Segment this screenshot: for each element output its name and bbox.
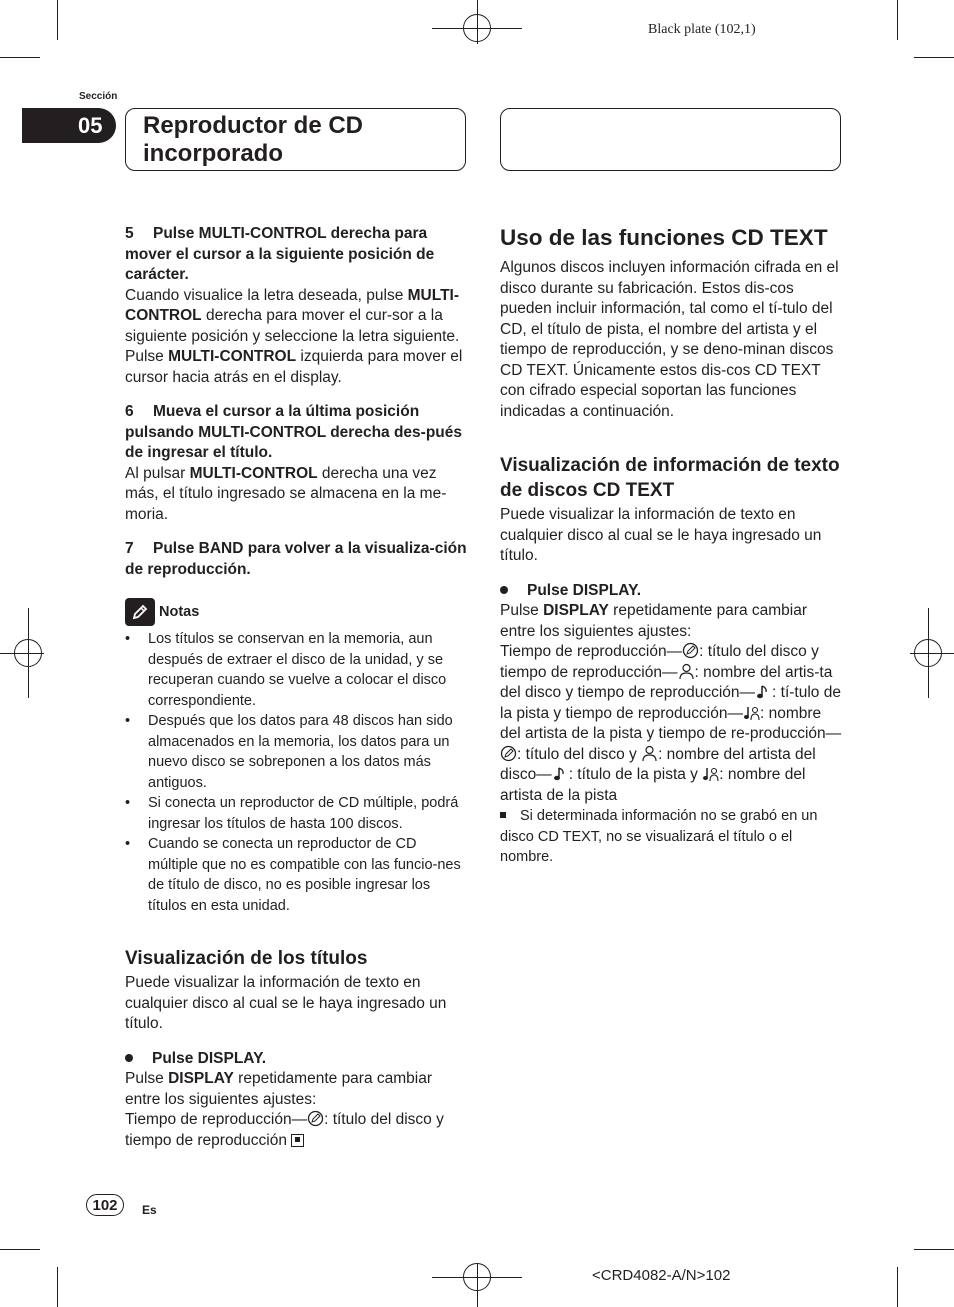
note-text: Los títulos se conservan en la memoria, aun después de extraer el disco de la unidad, y se recuperan cuando se vuelve a colocar el disco correspondiente. [148, 631, 447, 709]
text: repetidamente para cambiar entre los siguientes ajustes: [500, 602, 808, 640]
display-cycle [125, 1110, 468, 1151]
section-number-badge [22, 108, 116, 143]
bullet-dot [500, 586, 508, 594]
notes-title: Notas [159, 603, 200, 620]
note-text: Si determinada información no se grabó en un disco CD TEXT, no se visualizará el título o el nombre. [500, 808, 818, 865]
end-mark-icon [291, 1134, 304, 1147]
note-item: • Cuando se conecta un reproductor de CD múltiple que no es compatible con las funcio-nes de título de disco, no es posible ingresar los títulos en esta unidad. [125, 836, 461, 914]
text: : tí-tulo de la pista y tiempo de reproducción— [500, 684, 841, 722]
notes-list [125, 629, 468, 916]
text: Tiempo de reproducción— [125, 1111, 308, 1128]
cd-text-note [500, 806, 843, 868]
section-title: Reproductor de CD incorporado [143, 112, 364, 167]
bullet-text: Pulse DISPLAY. [527, 581, 642, 599]
note-text: Si conecta un reproductor de CD múltiple, podrá ingresar los títulos de hasta 100 discos. [148, 795, 459, 832]
text: repetidamente para cambiar entre los siguientes ajustes: [125, 1070, 433, 1108]
text: izquierda para mover el cursor hacia atrás en el display. [125, 348, 463, 386]
bullet-body [125, 1069, 468, 1110]
plate-label: Black plate (102,1) [648, 22, 756, 37]
bullet-body [500, 601, 843, 642]
text: : nombre del artista del disco— [500, 745, 816, 783]
display-cycle [500, 642, 843, 806]
section-title-box [125, 108, 466, 171]
disc-artist-icon [678, 663, 695, 680]
note-item: • Si conecta un reproductor de CD múltiple, podrá ingresar los títulos de hasta 100 discos. [125, 795, 459, 832]
page-number: 102 [86, 1194, 124, 1216]
section-number: 05 [78, 112, 103, 138]
text: Tiempo de reproducción— [500, 643, 683, 660]
crop-mark [0, 1249, 40, 1250]
disc-title-icon [500, 745, 517, 762]
left-column [125, 224, 468, 1151]
text: derecha una vez más, el título ingresado se almacena en la me-moria. [125, 464, 447, 523]
step-text: Pulse MULTI-CONTROL derecha para mover el cursor a la siguiente posición de carácter. [125, 225, 435, 283]
step-number: 7 [125, 540, 134, 557]
text: Pulse [125, 1070, 169, 1087]
step-text: Mueva el cursor a la última posición pulsando MULTI-CONTROL derecha des-pués de ingresar el título. [125, 403, 463, 461]
text: Al pulsar [125, 464, 190, 482]
note-item: • Después que los datos para 48 discos han sido almacenados en la memoria, los datos para un nuevo disco se sobreponen a los datos más antiguos. [125, 713, 453, 791]
subheading: Visualización de información de texto de discos CD TEXT [500, 455, 840, 501]
step-text: Pulse BAND para volver a la visualiza-ción de reproducción. [125, 540, 467, 578]
notes-pencil-icon [125, 598, 155, 626]
step-number: 5 [125, 225, 134, 242]
crop-mark [57, 0, 58, 40]
key-name: MULTI-CONTROL [125, 286, 459, 324]
notes-header [125, 598, 468, 626]
empty-header-box [500, 108, 841, 171]
step-7-title [125, 539, 468, 580]
key-name: MULTI-CONTROL [189, 464, 318, 482]
text: Pulse [500, 602, 544, 619]
document-code: <CRD4082-A/N>102 [592, 1267, 731, 1284]
disc-title-icon [307, 1110, 324, 1127]
section-label: Sección [79, 91, 118, 102]
text: : nombre del artista de la pista y tiempo de re-producción— [500, 704, 842, 742]
right-column [500, 224, 843, 868]
text: derecha para mover el cur-sor a la siguiente posición y seleccione la letra siguiente. Pulse [125, 307, 460, 365]
step-number: 6 [125, 403, 134, 420]
text: : título del disco y tiempo de reproducción— [500, 643, 819, 681]
bullet-title [500, 581, 843, 602]
main-heading: Uso de las funciones CD TEXT [500, 225, 828, 250]
language-code: Es [142, 1203, 157, 1217]
text: : nombre del artista de la pista [500, 766, 806, 804]
step-5-body [125, 286, 468, 389]
step-6-title [125, 402, 468, 464]
note-text: Después que los datos para 48 discos han sido almacenados en la memoria, los datos para un nuevo disco se sobreponen a los datos más antiguos. [148, 713, 453, 791]
crop-mark [0, 57, 40, 58]
crop-mark [914, 57, 954, 58]
note-item: • Los títulos se conservan en la memoria, aun después de extraer el disco de la unidad, y se recuperan cuando se vuelve a colocar el disco correspondiente. [125, 631, 447, 709]
note-square-icon [500, 812, 506, 818]
track-title-icon [552, 765, 569, 782]
step-6-body [125, 464, 468, 526]
intro-paragraph: Algunos discos incluyen información cifrada en el disco durante su fabricación. Estos dis-cos pueden incluir información, tal como el tí-tulo del CD, el título de pista, el nombre del artista y el tiempo de reproducción, y se deno-minan discos CD TEXT. Únicamente estos dis-cos CD TEXT con cifrado especial soportan las funciones indicadas a continuación. [500, 259, 839, 420]
text: : título del disco y tiempo de reproducción [125, 1111, 444, 1149]
note-text: Cuando se conecta un reproductor de CD múltiple que no es compatible con las funcio-nes de título de disco, no es posible ingresar los títulos en esta unidad. [148, 836, 461, 914]
crop-mark [57, 1267, 58, 1307]
track-artist-icon [743, 704, 760, 721]
key-name: MULTI-CONTROL [168, 348, 297, 365]
bullet-title [125, 1049, 468, 1070]
sub-intro: Puede visualizar la información de texto en cualquier disco al cual se le haya ingresado un título. [500, 506, 822, 564]
disc-title-icon [682, 642, 699, 659]
track-artist-icon [702, 765, 719, 782]
crop-mark [897, 1267, 898, 1307]
text: : nombre del artis-ta del disco y tiempo de reproducción— [500, 663, 833, 701]
text: : título del disco y [517, 745, 642, 763]
text: : título de la pista y [568, 766, 703, 783]
crop-mark [897, 0, 898, 40]
bullet-dot [125, 1054, 133, 1062]
key-name: DISPLAY [543, 602, 609, 619]
text: Cuando visualice la letra deseada, pulse [125, 286, 408, 304]
bullet-text: Pulse DISPLAY. [152, 1049, 267, 1067]
crop-mark [914, 1249, 954, 1250]
track-title-icon [755, 683, 772, 700]
section-intro: Puede visualizar la información de texto en cualquier disco al cual se le haya ingresado un título. [125, 974, 447, 1032]
section-heading: Visualización de los títulos [125, 948, 368, 969]
key-name: DISPLAY [168, 1070, 234, 1087]
step-5-title [125, 224, 468, 286]
disc-artist-icon [641, 745, 658, 762]
